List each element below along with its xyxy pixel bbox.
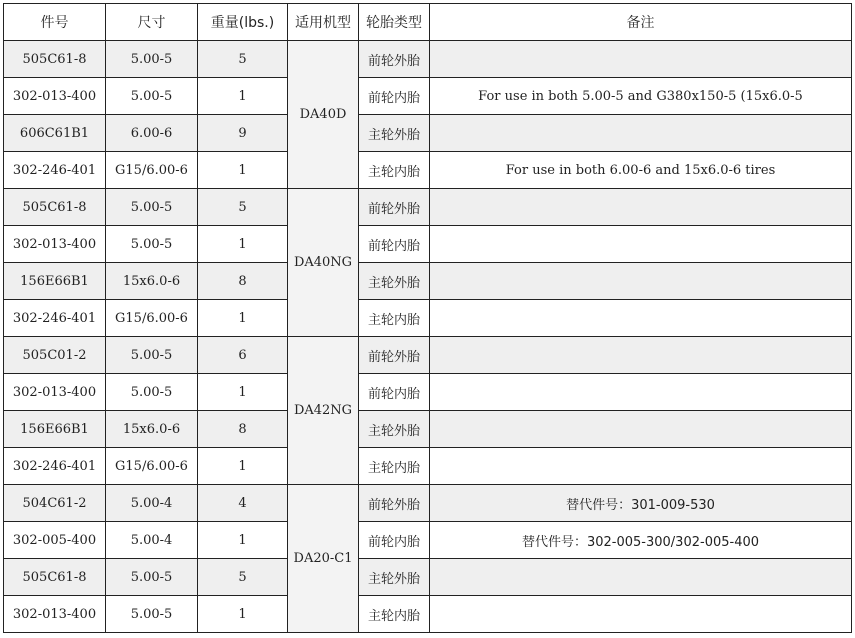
table-row — [4, 152, 852, 189]
cell-remark — [430, 559, 852, 596]
cell-tire-type: 主轮内胎 — [359, 596, 430, 633]
cell-weight: 1 — [198, 226, 288, 263]
cell-size: 5.00-5 — [106, 189, 198, 226]
cell-tire-type: 前轮内胎 — [359, 78, 430, 115]
cell-size: 6.00-6 — [106, 115, 198, 152]
table-row — [4, 374, 852, 411]
cell-remark — [430, 337, 852, 374]
cell-part-no: 504C61-2 — [4, 485, 106, 522]
table-row — [4, 337, 852, 374]
cell-weight: 5 — [198, 189, 288, 226]
cell-remark: 替代件号：301-009-530 — [430, 485, 852, 522]
cell-tire-type: 主轮外胎 — [359, 115, 430, 152]
cell-part-no: 302-013-400 — [4, 78, 106, 115]
header-tire-type: 轮胎类型 — [359, 4, 430, 41]
cell-remark: For use in both 5.00-5 and G380x150-5 (15x6.0-5 — [430, 78, 852, 115]
cell-size: 5.00-4 — [106, 522, 198, 559]
cell-weight: 1 — [198, 522, 288, 559]
cell-remark — [430, 226, 852, 263]
cell-weight: 9 — [198, 115, 288, 152]
cell-model: DA42NG — [288, 337, 359, 485]
cell-tire-type: 主轮外胎 — [359, 411, 430, 448]
cell-size: 15x6.0-6 — [106, 411, 198, 448]
table-row — [4, 263, 852, 300]
header-row — [4, 4, 852, 41]
header-size: 尺寸 — [106, 4, 198, 41]
cell-model: DA40D — [288, 41, 359, 189]
table-row — [4, 485, 852, 522]
table-row — [4, 189, 852, 226]
cell-part-no: 302-013-400 — [4, 596, 106, 633]
cell-part-no: 302-005-400 — [4, 522, 106, 559]
cell-weight: 5 — [198, 559, 288, 596]
header-weight: 重量(lbs.) — [198, 4, 288, 41]
cell-size: 5.00-5 — [106, 559, 198, 596]
cell-remark — [430, 411, 852, 448]
cell-tire-type: 前轮内胎 — [359, 522, 430, 559]
header-part-no: 件号 — [4, 4, 106, 41]
table-row — [4, 226, 852, 263]
cell-weight: 1 — [198, 374, 288, 411]
cell-remark — [430, 596, 852, 633]
table-row — [4, 300, 852, 337]
header-remark: 备注 — [430, 4, 852, 41]
cell-weight: 1 — [198, 300, 288, 337]
cell-tire-type: 前轮内胎 — [359, 374, 430, 411]
cell-size: G15/6.00-6 — [106, 152, 198, 189]
cell-weight: 5 — [198, 41, 288, 78]
cell-tire-type: 前轮外胎 — [359, 337, 430, 374]
cell-part-no: 606C61B1 — [4, 115, 106, 152]
cell-part-no: 156E66B1 — [4, 411, 106, 448]
cell-tire-type: 主轮内胎 — [359, 300, 430, 337]
cell-tire-type: 前轮外胎 — [359, 485, 430, 522]
table-row — [4, 411, 852, 448]
cell-remark — [430, 41, 852, 78]
header-model: 适用机型 — [288, 4, 359, 41]
table-row — [4, 41, 852, 78]
cell-tire-type: 主轮外胎 — [359, 263, 430, 300]
cell-remark — [430, 189, 852, 226]
cell-tire-type: 前轮内胎 — [359, 226, 430, 263]
cell-weight: 6 — [198, 337, 288, 374]
cell-size: 5.00-5 — [106, 226, 198, 263]
cell-size: 5.00-5 — [106, 41, 198, 78]
cell-weight: 1 — [198, 448, 288, 485]
cell-tire-type: 主轮内胎 — [359, 152, 430, 189]
cell-part-no: 302-246-401 — [4, 448, 106, 485]
cell-size: 5.00-5 — [106, 374, 198, 411]
cell-part-no: 156E66B1 — [4, 263, 106, 300]
cell-part-no: 302-246-401 — [4, 152, 106, 189]
cell-remark — [430, 115, 852, 152]
cell-tire-type: 前轮外胎 — [359, 41, 430, 78]
cell-tire-type: 前轮外胎 — [359, 189, 430, 226]
table-row — [4, 448, 852, 485]
cell-weight: 8 — [198, 263, 288, 300]
cell-weight: 1 — [198, 78, 288, 115]
table-row — [4, 559, 852, 596]
cell-remark — [430, 374, 852, 411]
cell-part-no: 505C61-8 — [4, 41, 106, 78]
cell-weight: 8 — [198, 411, 288, 448]
cell-size: 5.00-5 — [106, 337, 198, 374]
cell-weight: 1 — [198, 596, 288, 633]
cell-part-no: 505C01-2 — [4, 337, 106, 374]
cell-tire-type: 主轮内胎 — [359, 448, 430, 485]
cell-tire-type: 主轮外胎 — [359, 559, 430, 596]
table-row — [4, 115, 852, 152]
cell-remark: 替代件号：302-005-300/302-005-400 — [430, 522, 852, 559]
cell-weight: 1 — [198, 152, 288, 189]
cell-remark — [430, 448, 852, 485]
cell-part-no: 505C61-8 — [4, 189, 106, 226]
cell-remark — [430, 263, 852, 300]
cell-remark — [430, 300, 852, 337]
tire-parts-table — [3, 3, 852, 633]
cell-size: 5.00-4 — [106, 485, 198, 522]
table-row — [4, 78, 852, 115]
cell-size: G15/6.00-6 — [106, 300, 198, 337]
cell-size: 5.00-5 — [106, 596, 198, 633]
cell-model: DA40NG — [288, 189, 359, 337]
cell-part-no: 302-013-400 — [4, 374, 106, 411]
cell-size: 5.00-5 — [106, 78, 198, 115]
cell-model: DA20-C1 — [288, 485, 359, 633]
cell-size: G15/6.00-6 — [106, 448, 198, 485]
cell-weight: 4 — [198, 485, 288, 522]
cell-remark: For use in both 6.00-6 and 15x6.0-6 tires — [430, 152, 852, 189]
cell-part-no: 505C61-8 — [4, 559, 106, 596]
cell-part-no: 302-246-401 — [4, 300, 106, 337]
cell-part-no: 302-013-400 — [4, 226, 106, 263]
table-row — [4, 522, 852, 559]
cell-size: 15x6.0-6 — [106, 263, 198, 300]
table-row — [4, 596, 852, 633]
